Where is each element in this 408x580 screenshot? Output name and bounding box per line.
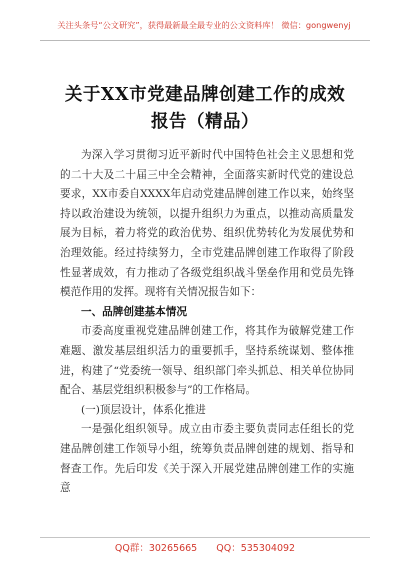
title-line-2: 报告（精品）: [151, 112, 259, 132]
section-1-heading: 一、品牌创建基本情况: [81, 305, 187, 318]
footer: [40, 540, 370, 554]
header-divider: [40, 40, 370, 41]
section-1-paragraph: 市委高度重视党建品牌创建工作，将其作为破解党建工作难题、激发基层组织活力的重要抓手，坚持系统谋划、整体推进，构建了“党委统一领导、组织部门牵头抓总、相关单位协同配合、基层党组织积极参与”的工作格局。: [60, 325, 354, 397]
footer-divider: [40, 537, 370, 538]
document-body: [60, 146, 354, 499]
intro-paragraph: 为深入学习贯彻习近平新时代中国特色社会主义思想和党的二十大及二十届三中全会精神，全面落实新时代党的建设总要求，XX市委自XXXX年启动党建品牌创建工作以来，始终坚持以政治建设为统领，以提升组织力为重点，以推动高质量发展为目标，着力将党的政治优势、组织优势转化为发展优势和治理效能。经过持续努力，全市党建品牌创建工作取得了阶段性显著成效，有力推动了各级党组织战斗堡垒作用和党员先锋模范作用的发挥。现将有关情况报告如下：: [60, 149, 354, 299]
header-banner: 关注头条号“公文研究”，获得最新最全最专业的公文资料库！ 微信：gongwenyj: [57, 20, 351, 30]
subsection-1-paragraph: 一是强化组织领导。成立由市委主要负责同志任组长的党建品牌创建工作领导小组，统筹负责品牌创建的规划、指导和督查工作。先后印发《关于深入开展党建品牌创建工作的实施意: [60, 423, 354, 495]
subsection-1-heading: (一)顶层设计，体系化推进: [81, 403, 206, 416]
footer-qq: QQ：535304092: [216, 543, 296, 554]
title-line-1: 关于XX市党建品牌创建工作的成效: [64, 85, 346, 105]
footer-qq-group: QQ群：30265665: [114, 543, 198, 554]
document-title: [40, 82, 370, 136]
